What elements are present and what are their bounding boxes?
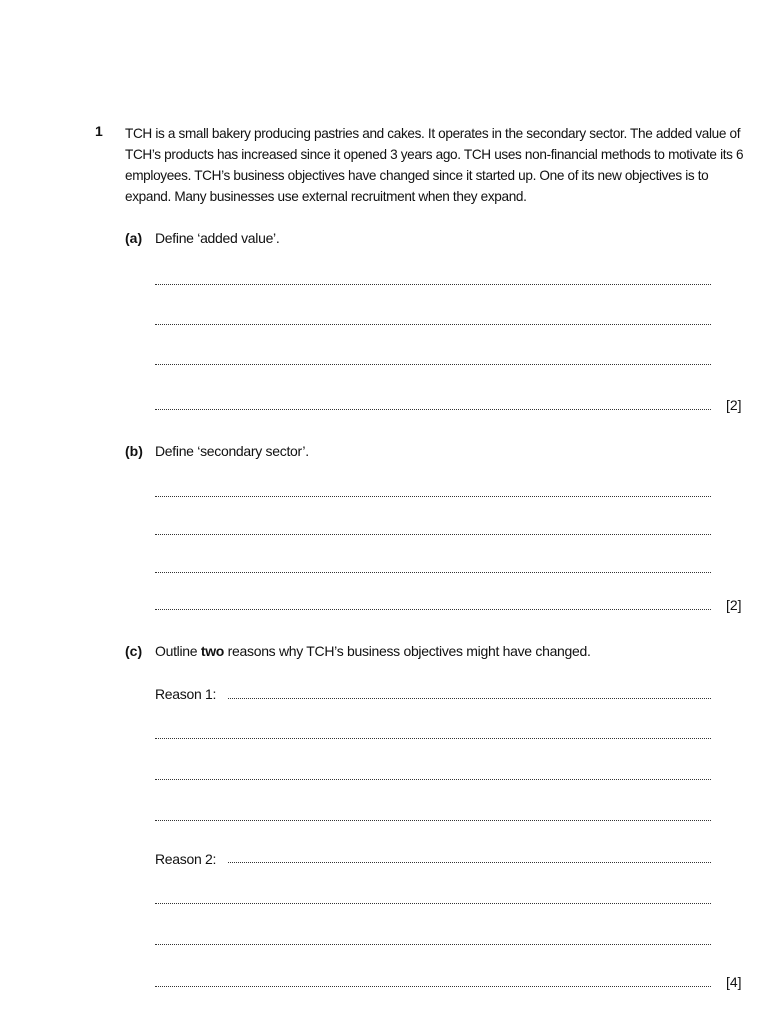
answer-line-reason2[interactable] [228, 862, 711, 863]
answer-line-c6[interactable] [155, 903, 711, 904]
part-c-prompt-end: reasons why TCH’s business objectives might have changed. [224, 643, 591, 659]
part-b-label: (b) [125, 443, 143, 459]
reason-1-label: Reason 1: [155, 686, 217, 702]
answer-line-a1[interactable] [155, 284, 711, 285]
part-b-prompt: Define ‘secondary sector’. [155, 443, 309, 459]
reason-2-label: Reason 2: [155, 851, 217, 867]
part-c-prompt [155, 643, 591, 659]
answer-line-b2[interactable] [155, 534, 711, 535]
part-c-label: (c) [125, 643, 143, 659]
part-a-label: (a) [125, 230, 143, 246]
question-number: 1 [95, 123, 103, 139]
part-c-prompt-start: Outline [155, 643, 201, 659]
answer-line-a4[interactable] [155, 409, 711, 410]
answer-line-c2[interactable] [155, 738, 711, 739]
part-a-prompt: Define ‘added value’. [155, 230, 280, 246]
answer-line-c8[interactable] [155, 986, 711, 987]
answer-line-c3[interactable] [155, 779, 711, 780]
part-c-marks: [4] [726, 974, 742, 990]
answer-line-a2[interactable] [155, 324, 711, 325]
answer-line-c7[interactable] [155, 944, 711, 945]
part-a-marks: [2] [726, 397, 742, 413]
answer-line-c4[interactable] [155, 820, 711, 821]
answer-line-a3[interactable] [155, 364, 711, 365]
part-c-prompt-emphasis: two [200, 643, 225, 659]
answer-line-reason1[interactable] [228, 698, 711, 699]
answer-line-b4[interactable] [155, 609, 711, 610]
question-stem: TCH is a small bakery producing pastries and cakes. It operates in the secondary sector. The added value of TCH’s products has increased since it opened 3 years ago. TCH uses non-financial methods to motivate its 6 employees. TCH’s business objectives have changed since it started up. One of its new objectives is to expand. Many businesses use external recruitment when they expand. [125, 126, 744, 204]
part-b-marks: [2] [726, 597, 742, 613]
answer-line-b1[interactable] [155, 496, 711, 497]
answer-line-b3[interactable] [155, 572, 711, 573]
